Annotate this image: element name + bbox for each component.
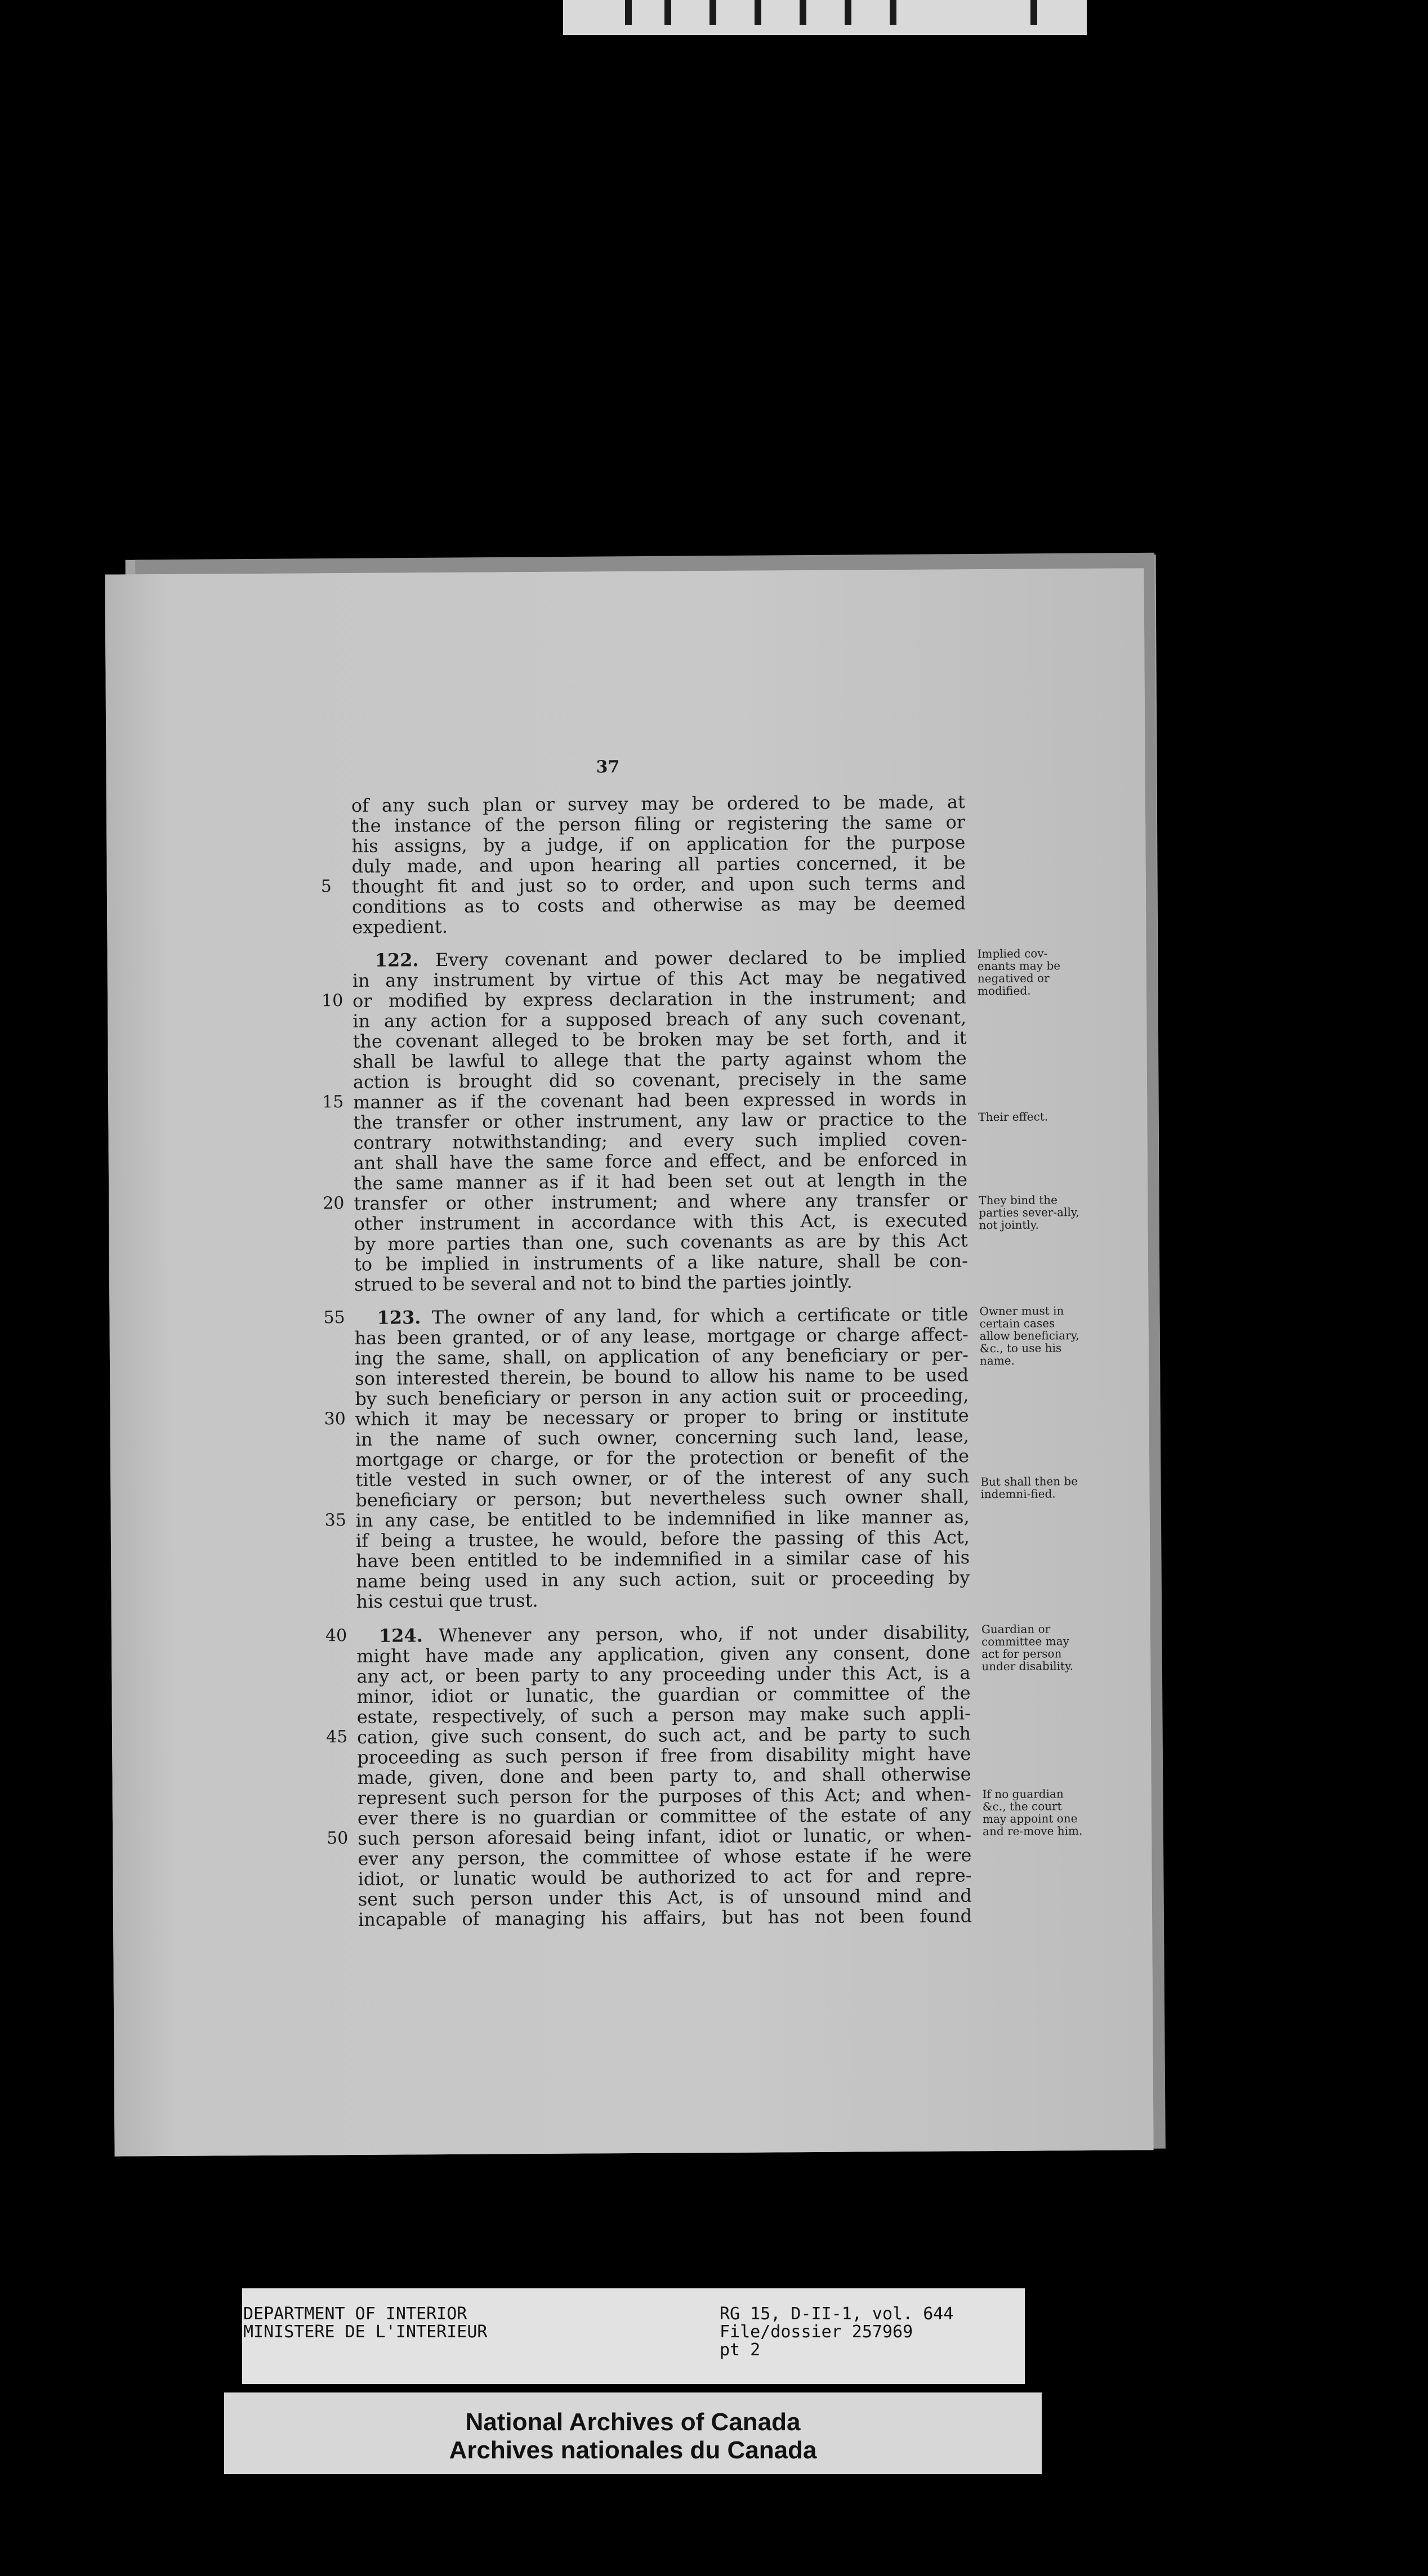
line-number: 10 xyxy=(321,991,343,1011)
text-line: ant shall have the same force and effect, and be enforced in xyxy=(353,1148,967,1174)
text-line: duly made, and upon hearing all parties concerned, it be xyxy=(351,852,966,877)
text-line: son interested therein, be bound to allow his name to be used xyxy=(355,1364,969,1389)
line-number: 50 xyxy=(327,1828,349,1849)
margin-note: Their effect. xyxy=(978,1110,1048,1124)
margin-note: Implied cov-enants may be negatived or modified. xyxy=(977,946,1061,998)
margin-note: If no guardian &c., the court may appoint one and re-move him. xyxy=(982,1787,1083,1839)
text-line: in any action for a supposed breach of any such covenant, xyxy=(352,1007,967,1032)
reference-column xyxy=(720,2305,953,2359)
text-line: manner as if the covenant had been expressed in words in xyxy=(353,1088,967,1113)
text-line: idiot, or lunatic would be authorized to act for and repre- xyxy=(358,1864,972,1890)
text-line: strued to be several and not to bind the parties jointly. xyxy=(354,1271,853,1295)
text-line: transfer or other instrument; and where any transfer or xyxy=(354,1189,968,1214)
text-line: made, given, done and been party to, and shall otherwise xyxy=(357,1763,971,1788)
text-line: such person aforesaid being infant, idiot or lunatic, or when- xyxy=(358,1824,972,1849)
line-number: 5 xyxy=(320,876,332,897)
reference-line: pt 2 xyxy=(720,2340,761,2360)
text-line: the covenant alleged to be broken may be set forth, and it xyxy=(352,1027,967,1052)
margin-note: Guardian or committee may act for person under disability. xyxy=(981,1622,1074,1674)
text-line: conditions as to costs and otherwise as may be deemed xyxy=(351,892,966,918)
page-number: 37 xyxy=(596,757,620,777)
text-line: if being a trustee, he would, before the passing of this Act, xyxy=(355,1526,970,1551)
text-line: contrary notwithstanding; and every such implied coven- xyxy=(353,1128,967,1153)
section-number: 124. xyxy=(378,1625,423,1647)
text-line: other instrument in accordance with this Act, is executed xyxy=(354,1209,968,1235)
text-line: shall be lawful to allege that the party against whom the xyxy=(352,1047,967,1072)
text-line: of any such plan or survey may be ordered to be made, at xyxy=(351,791,966,816)
line-number: 35 xyxy=(324,1510,346,1531)
text-line: which it may be necessary or proper to bring or institute xyxy=(355,1405,969,1430)
text-line: ing the same, shall, on application of any beneficiary or per- xyxy=(354,1344,969,1369)
section-first-line: 123. The owner of any land, for which a certificate or title xyxy=(377,1303,969,1329)
text-line: beneficiary or person; but nevertheless such owner shall, xyxy=(355,1486,970,1511)
text-line: the same manner as if it had been set out at length in the xyxy=(353,1169,968,1194)
text-line: sent such person under this Act, is of unsound mind and xyxy=(358,1885,972,1910)
text-line: the instance of the person filing or registering the same or xyxy=(351,811,966,837)
text-line: mortgage or charge, or for the protection or benefit of the xyxy=(355,1445,970,1470)
archives-name-en: National Archives of Canada xyxy=(465,2408,801,2436)
archives-name-fr: Archives nationales du Canada xyxy=(449,2436,817,2464)
film-mark xyxy=(845,0,851,25)
line-number: 40 xyxy=(325,1626,347,1646)
film-mark xyxy=(800,0,806,25)
text-line: thought fit and just so to order, and upon such terms and xyxy=(351,872,966,897)
text-line: might have made any application, given any consent, done xyxy=(356,1642,971,1667)
archive-reference-label xyxy=(242,2288,1025,2384)
reference-line: File/dossier 257969 xyxy=(720,2322,913,2342)
department-column xyxy=(243,2305,487,2341)
text-line: ever any person, the committee of whose estate if he were xyxy=(358,1844,972,1870)
document-page xyxy=(105,568,1153,2156)
film-mark xyxy=(1030,0,1037,25)
text-line: any act, or been party to any proceeding under this Act, is a xyxy=(356,1662,971,1687)
margin-note: They bind the parties sever-ally, not jointly. xyxy=(979,1193,1079,1232)
section-first-line: 124. Whenever any person, who, if not under disability, xyxy=(378,1621,971,1647)
section-number: 122. xyxy=(374,949,419,971)
reference-line: RG 15, D-II-1, vol. 644 xyxy=(720,2304,954,2324)
text-line: name being used in any such action, suit or proceeding by xyxy=(356,1567,970,1592)
text-line: in any instrument by virtue of this Act may be negatived xyxy=(352,966,966,991)
film-mark xyxy=(709,0,716,25)
film-mark xyxy=(664,0,671,25)
text-line: represent such person for the purposes of this Act; and when- xyxy=(357,1783,971,1809)
department-en: DEPARTMENT OF INTERIOR xyxy=(243,2304,467,2324)
text-line: in any case, be entitled to be indemnified in like manner as, xyxy=(355,1506,970,1531)
film-mark xyxy=(755,0,761,25)
text-line: his assigns, by a judge, if on application for the purpose xyxy=(351,831,966,857)
text-line: his cestui que trust. xyxy=(356,1589,538,1612)
line-number: 45 xyxy=(325,1727,348,1747)
text-line: action is brought did so covenant, precisely in the same xyxy=(352,1067,967,1093)
text-line: incapable of managing his affairs, but has not been found xyxy=(358,1905,972,1930)
film-mark xyxy=(625,0,632,25)
text-line: ever there is no guardian or committee of the estate of any xyxy=(357,1804,972,1829)
department-fr: MINISTERE DE L'INTERIEUR xyxy=(243,2322,488,2342)
section-first-line: 122. Every covenant and power declared to be implied xyxy=(374,946,966,971)
text-line: minor, idiot or lunatic, the guardian or committee of the xyxy=(356,1682,971,1707)
text-line: in the name of such owner, concerning such land, lease, xyxy=(355,1425,969,1450)
margin-note: Owner must in certain cases allow beneficiary, &c., to use his name. xyxy=(979,1304,1079,1368)
text-line: to be implied in instruments of a like nature, shall be con- xyxy=(354,1250,969,1275)
text-line: the transfer or other instrument, any law or practice to the xyxy=(353,1108,967,1133)
line-number: 30 xyxy=(324,1409,346,1429)
text-line: has been granted, or of any lease, mortgage or charge affect- xyxy=(354,1323,969,1349)
section-number: 123. xyxy=(377,1307,421,1329)
text-line: by such beneficiary or person in any action suit or proceeding, xyxy=(355,1384,969,1410)
margin-note: But shall then be indemni-fied. xyxy=(980,1474,1078,1501)
text-line: have been entitled to be indemnified in a similar case of his xyxy=(356,1546,970,1572)
line-number: 20 xyxy=(323,1193,345,1214)
text-line: expedient. xyxy=(352,915,448,938)
text-line: or modified by express declaration in the instrument; and xyxy=(352,986,967,1012)
text-line: title vested in such owner, or of the interest of any such xyxy=(355,1465,970,1491)
text-line: by more parties than one, such covenants as are by this Act xyxy=(354,1229,968,1255)
line-number: 55 xyxy=(323,1308,345,1328)
archives-banner xyxy=(224,2392,1042,2474)
text-line: cation, give such consent, do such act, and be party to such xyxy=(356,1723,971,1748)
text-line: proceeding as such person if free from disability might have xyxy=(357,1743,971,1768)
line-number: 15 xyxy=(322,1092,344,1112)
film-strip-header xyxy=(563,0,1087,35)
film-mark xyxy=(890,0,896,25)
text-line: estate, respectively, of such a person may make such appli- xyxy=(356,1702,971,1728)
